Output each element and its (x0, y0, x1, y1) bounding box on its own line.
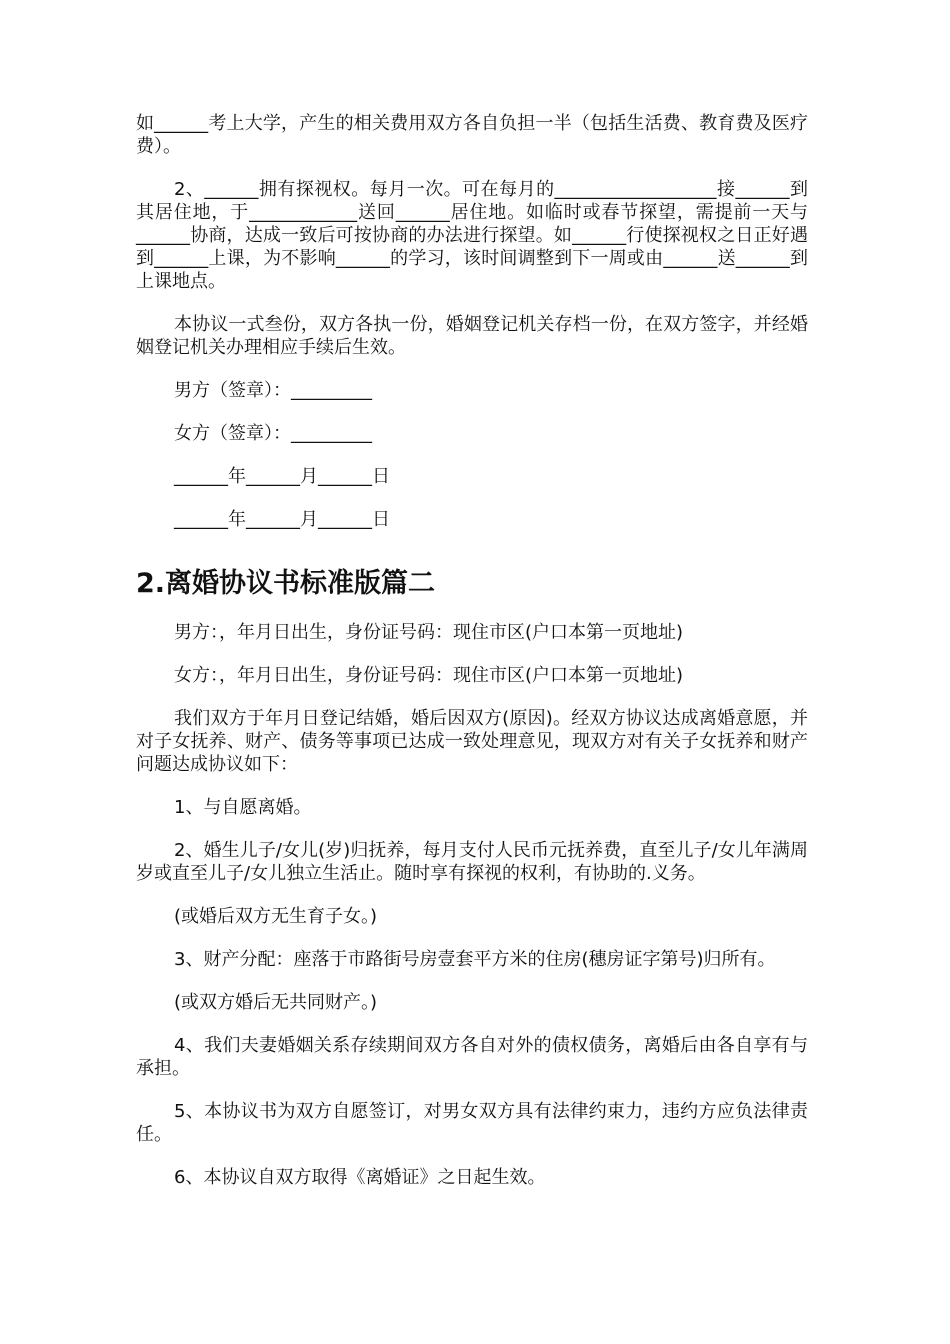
clause-4: 4、我们夫妻婚姻关系存续期间双方各自对外的债权债务，离婚后由各自享有与承担。 (136, 1035, 808, 1079)
clause-6: 6、本协议自双方取得《离婚证》之日起生效。 (174, 1167, 546, 1188)
clause-5: 5、本协议书为双方自愿签订，对男女双方具有法律约束力，违约方应负法律责任。 (136, 1101, 808, 1145)
date-line: ______年______月______日 (174, 466, 390, 487)
paragraph-intro: 我们双方于年月日登记结婚，婚后因双方(原因)。经双方协议达成离婚意愿，并对子女抚养、财产、债务等事项已达成一致处理意见，现双方对有关子女抚养和财产问题达成协议如下： (136, 708, 808, 775)
section-heading: 2.离婚协议书标准版篇二 (136, 568, 436, 599)
date-line: ______年______月______日 (174, 509, 390, 530)
clause-note: (或双方婚后无共同财产。) (174, 992, 378, 1013)
clause-1: 1、与自愿离婚。 (174, 797, 312, 818)
document-body (136, 112, 808, 1209)
party-male: 男方：，年月日出生，身份证号码：现住市区(户口本第一页地址) (174, 622, 684, 643)
paragraph-expenses: 如______考上大学，产生的相关费用双方各自负担一半（包括生活费、教育费及医疗费）。 (136, 113, 808, 157)
party-female: 女方：，年月日出生，身份证号码：现住市区(户口本第一页地址) (174, 665, 684, 686)
paragraph-visitation: 2、______拥有探视权。每月一次。可在每月的__________________接______到其居住地，于____________送回______居住地。如临时或春节探望，需提前一天与______协商，达成一致后可按协商的办法进行探望。如______行使探视权之日正好遇到______上课，为不影响______的学习，该时间调整到下一周或由______送______到上课地点。 (136, 179, 808, 292)
signature-male: 男方（签章）：_________ (174, 380, 372, 401)
paragraph-copies: 本协议一式叁份，双方各执一份，婚姻登记机关存档一份，在双方签字，并经婚姻登记机关办理相应手续后生效。 (136, 314, 808, 358)
signature-female: 女方（签章）：_________ (174, 423, 372, 444)
clause-note: (或婚后双方无生育子女。) (174, 906, 378, 927)
clause-3: 3、财产分配：座落于市路街号房壹套平方米的住房(穗房证字第号)归所有。 (174, 949, 776, 970)
clause-2: 2、婚生儿子/女儿(岁)归抚养，每月支付人民币元抚养费，直至儿子/女儿年满周岁或直至儿子/女儿独立生活止。随时享有探视的权利，有协助的.义务。 (136, 840, 808, 884)
